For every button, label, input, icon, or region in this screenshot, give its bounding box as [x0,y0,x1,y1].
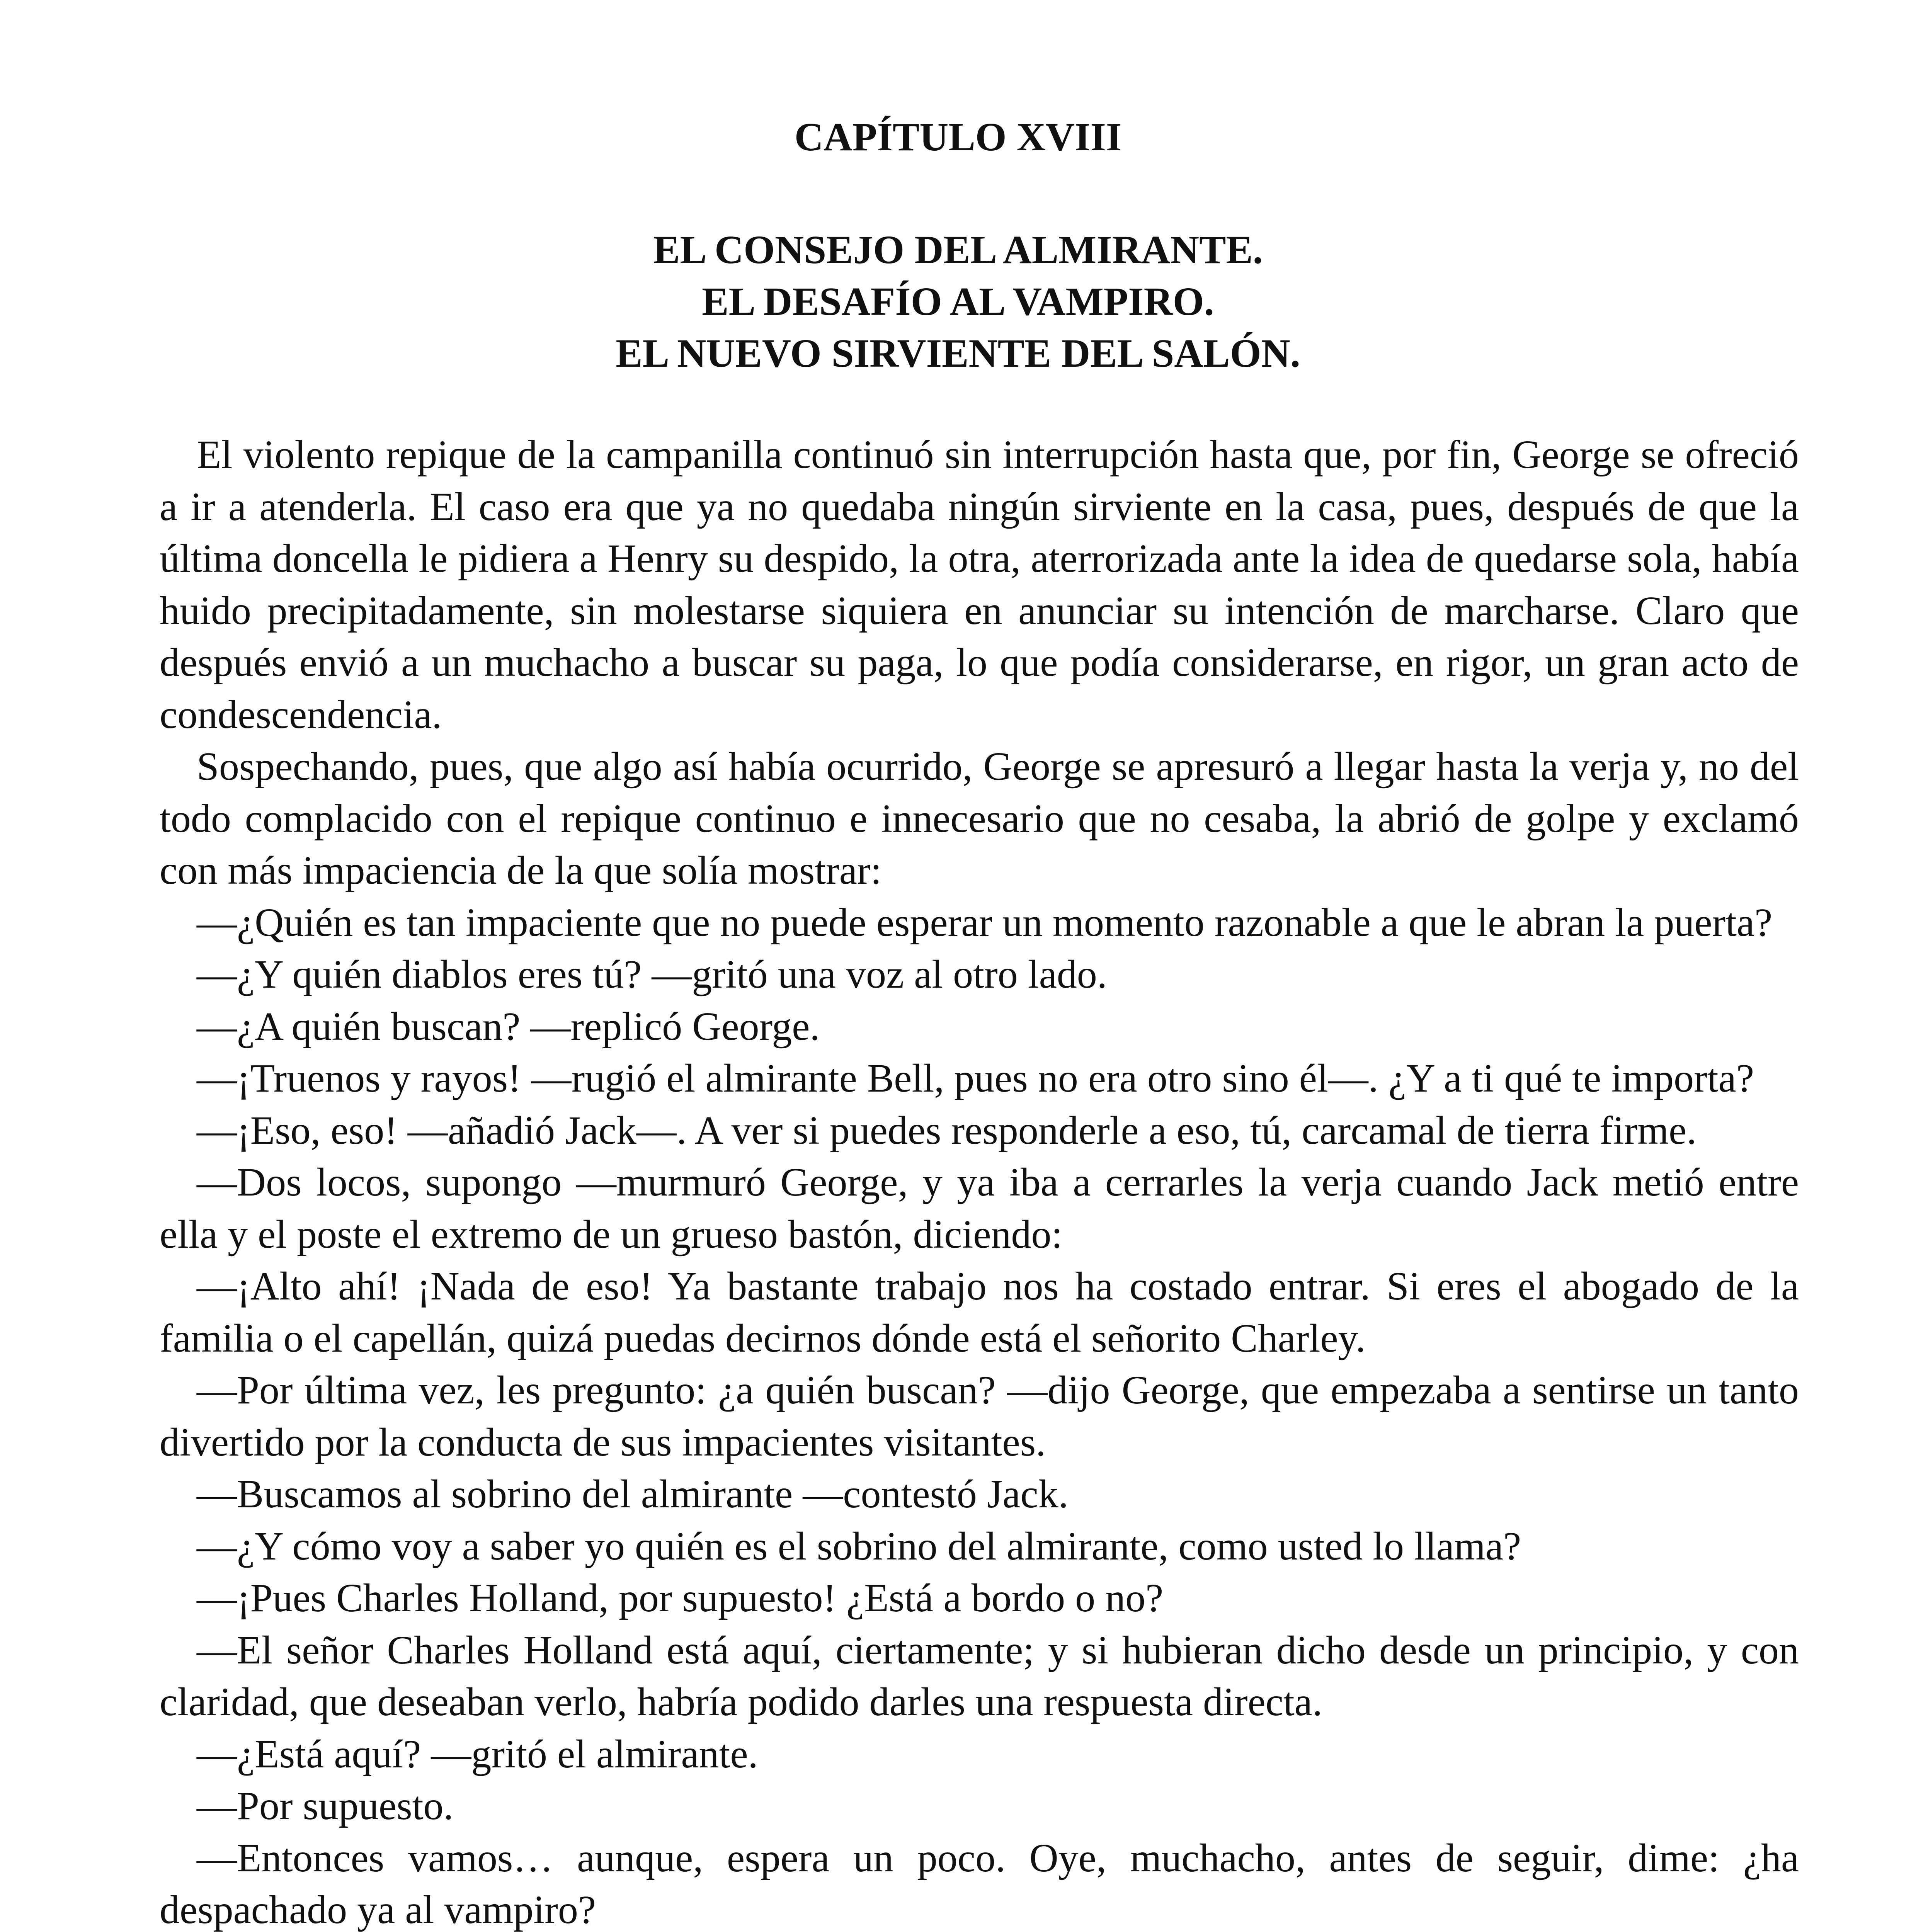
paragraph: —¿Y cómo voy a saber yo quién es el sobrino del almirante, como usted lo llama? [197,1524,1521,1568]
paragraph: Sospechando, pues, que algo así había ocurrido, George se apresuró a llegar hasta la verja y, no del todo complacido con el repique continuo e innecesario que no cesaba, la abrió de golpe y exclamó con más impaciencia de la que solía mostrar: [160,744,1799,893]
paragraph: El violento repique de la campanilla continuó sin interrupción hasta que, por fin, George se ofreció a ir a atenderla. El caso era que ya no quedaba ningún sirviente en la casa, pues, después de que la última doncella le pidiera a Henry su despido, la otra, aterrorizada ante la idea de quedarse sola, había huido precipitadamente, sin molestarse siquiera en anunciar su intención de marcharse. Claro que después envió a un muchacho a buscar su paga, lo que podía considerarse, en rigor, un gran acto de condescendencia. [160,432,1799,737]
paragraph: —¡Pues Charles Holland, por supuesto! ¿Está a bordo o no? [197,1576,1164,1620]
chapter-body [160,429,1799,1932]
paragraph: —Por última vez, les pregunto: ¿a quién buscan? —dijo George, que empezaba a sentirse un tanto divertido por la conducta de sus impacientes visitantes. [160,1368,1799,1464]
paragraph: —¿A quién buscan? —replicó George. [197,1004,820,1049]
subtitle-line: EL NUEVO SIRVIENTE DEL SALÓN. [616,331,1300,376]
paragraph: —¿Quién es tan impaciente que no puede esperar un momento razonable a que le abran la puerta? [197,900,1773,945]
subtitle-line: EL CONSEJO DEL ALMIRANTE. [653,228,1263,272]
chapter-title: CAPÍTULO XVIII [794,115,1122,159]
paragraph: —¡Eso, eso! —añadió Jack—. A ver si puedes responderle a eso, tú, carcamal de tierra firme. [197,1108,1697,1153]
paragraph: —¡Alto ahí! ¡Nada de eso! Ya bastante trabajo nos ha costado entrar. Si eres el abogado de la familia o el capellán, quizá puedas decirnos dónde está el señorito Charley. [160,1264,1799,1361]
paragraph: —Entonces vamos… aunque, espera un poco. Oye, muchacho, antes de seguir, dime: ¿ha despachado ya al vampiro? [160,1835,1799,1932]
paragraph: —El señor Charles Holland está aquí, ciertamente; y si hubieran dicho desde un principio, y con claridad, que deseaban verlo, habría podido darles una respuesta directa. [160,1628,1799,1724]
paragraph: —¿Y quién diablos eres tú? —gritó una voz al otro lado. [197,952,1107,997]
chapter-subtitle [0,224,1916,379]
paragraph: —Por supuesto. [197,1784,454,1828]
paragraph: —Dos locos, supongo —murmuró George, y ya iba a cerrarles la verja cuando Jack metió entre ella y el poste el extremo de un grueso bastón, diciendo: [160,1160,1799,1257]
paragraph: —Buscamos al sobrino del almirante —contestó Jack. [197,1472,1069,1516]
subtitle-line: EL DESAFÍO AL VAMPIRO. [702,279,1214,324]
paragraph: —¿Está aquí? —gritó el almirante. [197,1731,758,1776]
paragraph: —¡Truenos y rayos! —rugió el almirante Bell, pues no era otro sino él—. ¿Y a ti qué te importa? [197,1056,1754,1100]
